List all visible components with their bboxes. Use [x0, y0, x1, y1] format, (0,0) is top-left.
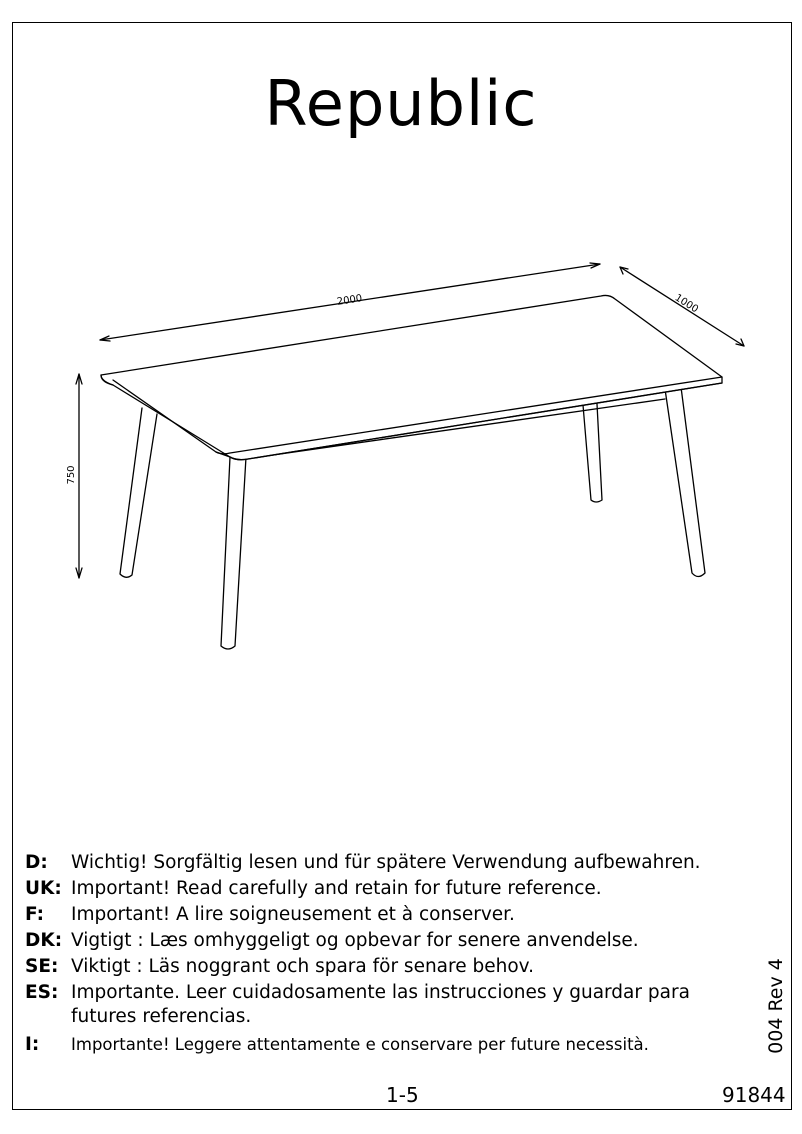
front-right-leg	[665, 387, 705, 577]
length-label: 2000	[336, 293, 364, 308]
front-left-leg	[120, 408, 157, 577]
notice-text: Vigtigt : Læs omhyggeligt og opbevar for senere anvendelse.	[71, 930, 639, 951]
language-code: F:	[25, 904, 45, 925]
language-code: I:	[25, 1034, 40, 1055]
notice-fr	[25, 902, 755, 928]
notice-uk	[25, 876, 755, 902]
front-center-leg	[221, 457, 246, 649]
notice-text: Wichtig! Sorgfältig lesen und für spätere Verwendung aufbewahren.	[71, 852, 701, 873]
language-code: D:	[25, 852, 48, 873]
notice-de	[25, 850, 755, 876]
revision-label: 004 Rev 4	[765, 958, 787, 1054]
language-code: DK:	[25, 930, 63, 951]
notice-es	[25, 980, 755, 1032]
language-code: UK:	[25, 878, 62, 899]
notice-se	[25, 954, 755, 980]
notice-text: Important! Read carefully and retain for future reference.	[71, 878, 602, 899]
language-code: ES:	[25, 982, 59, 1003]
notice-it	[25, 1032, 755, 1058]
notice-text: Important! A lire soigneusement et à conserver.	[71, 904, 515, 925]
document-number: 91844	[722, 1083, 786, 1107]
back-right-leg	[583, 404, 602, 502]
page-number: 1-5	[386, 1083, 419, 1107]
notice-text: Importante. Leer cuidadosamente las instrucciones y guardar para futures referencias.	[71, 982, 690, 1027]
safety-notice-list	[25, 850, 755, 1058]
notice-text: Importante! Leggere attentamente e conservare per future necessità.	[71, 1035, 649, 1054]
height-dimension	[66, 374, 82, 578]
notice-text: Viktigt : Läs noggrant och spara för senare behov.	[71, 956, 535, 977]
height-label: 750	[66, 465, 77, 485]
language-code: SE:	[25, 956, 59, 977]
product-title: Republic	[264, 67, 538, 140]
depth-label: 1000	[672, 292, 701, 316]
notice-dk	[25, 928, 755, 954]
